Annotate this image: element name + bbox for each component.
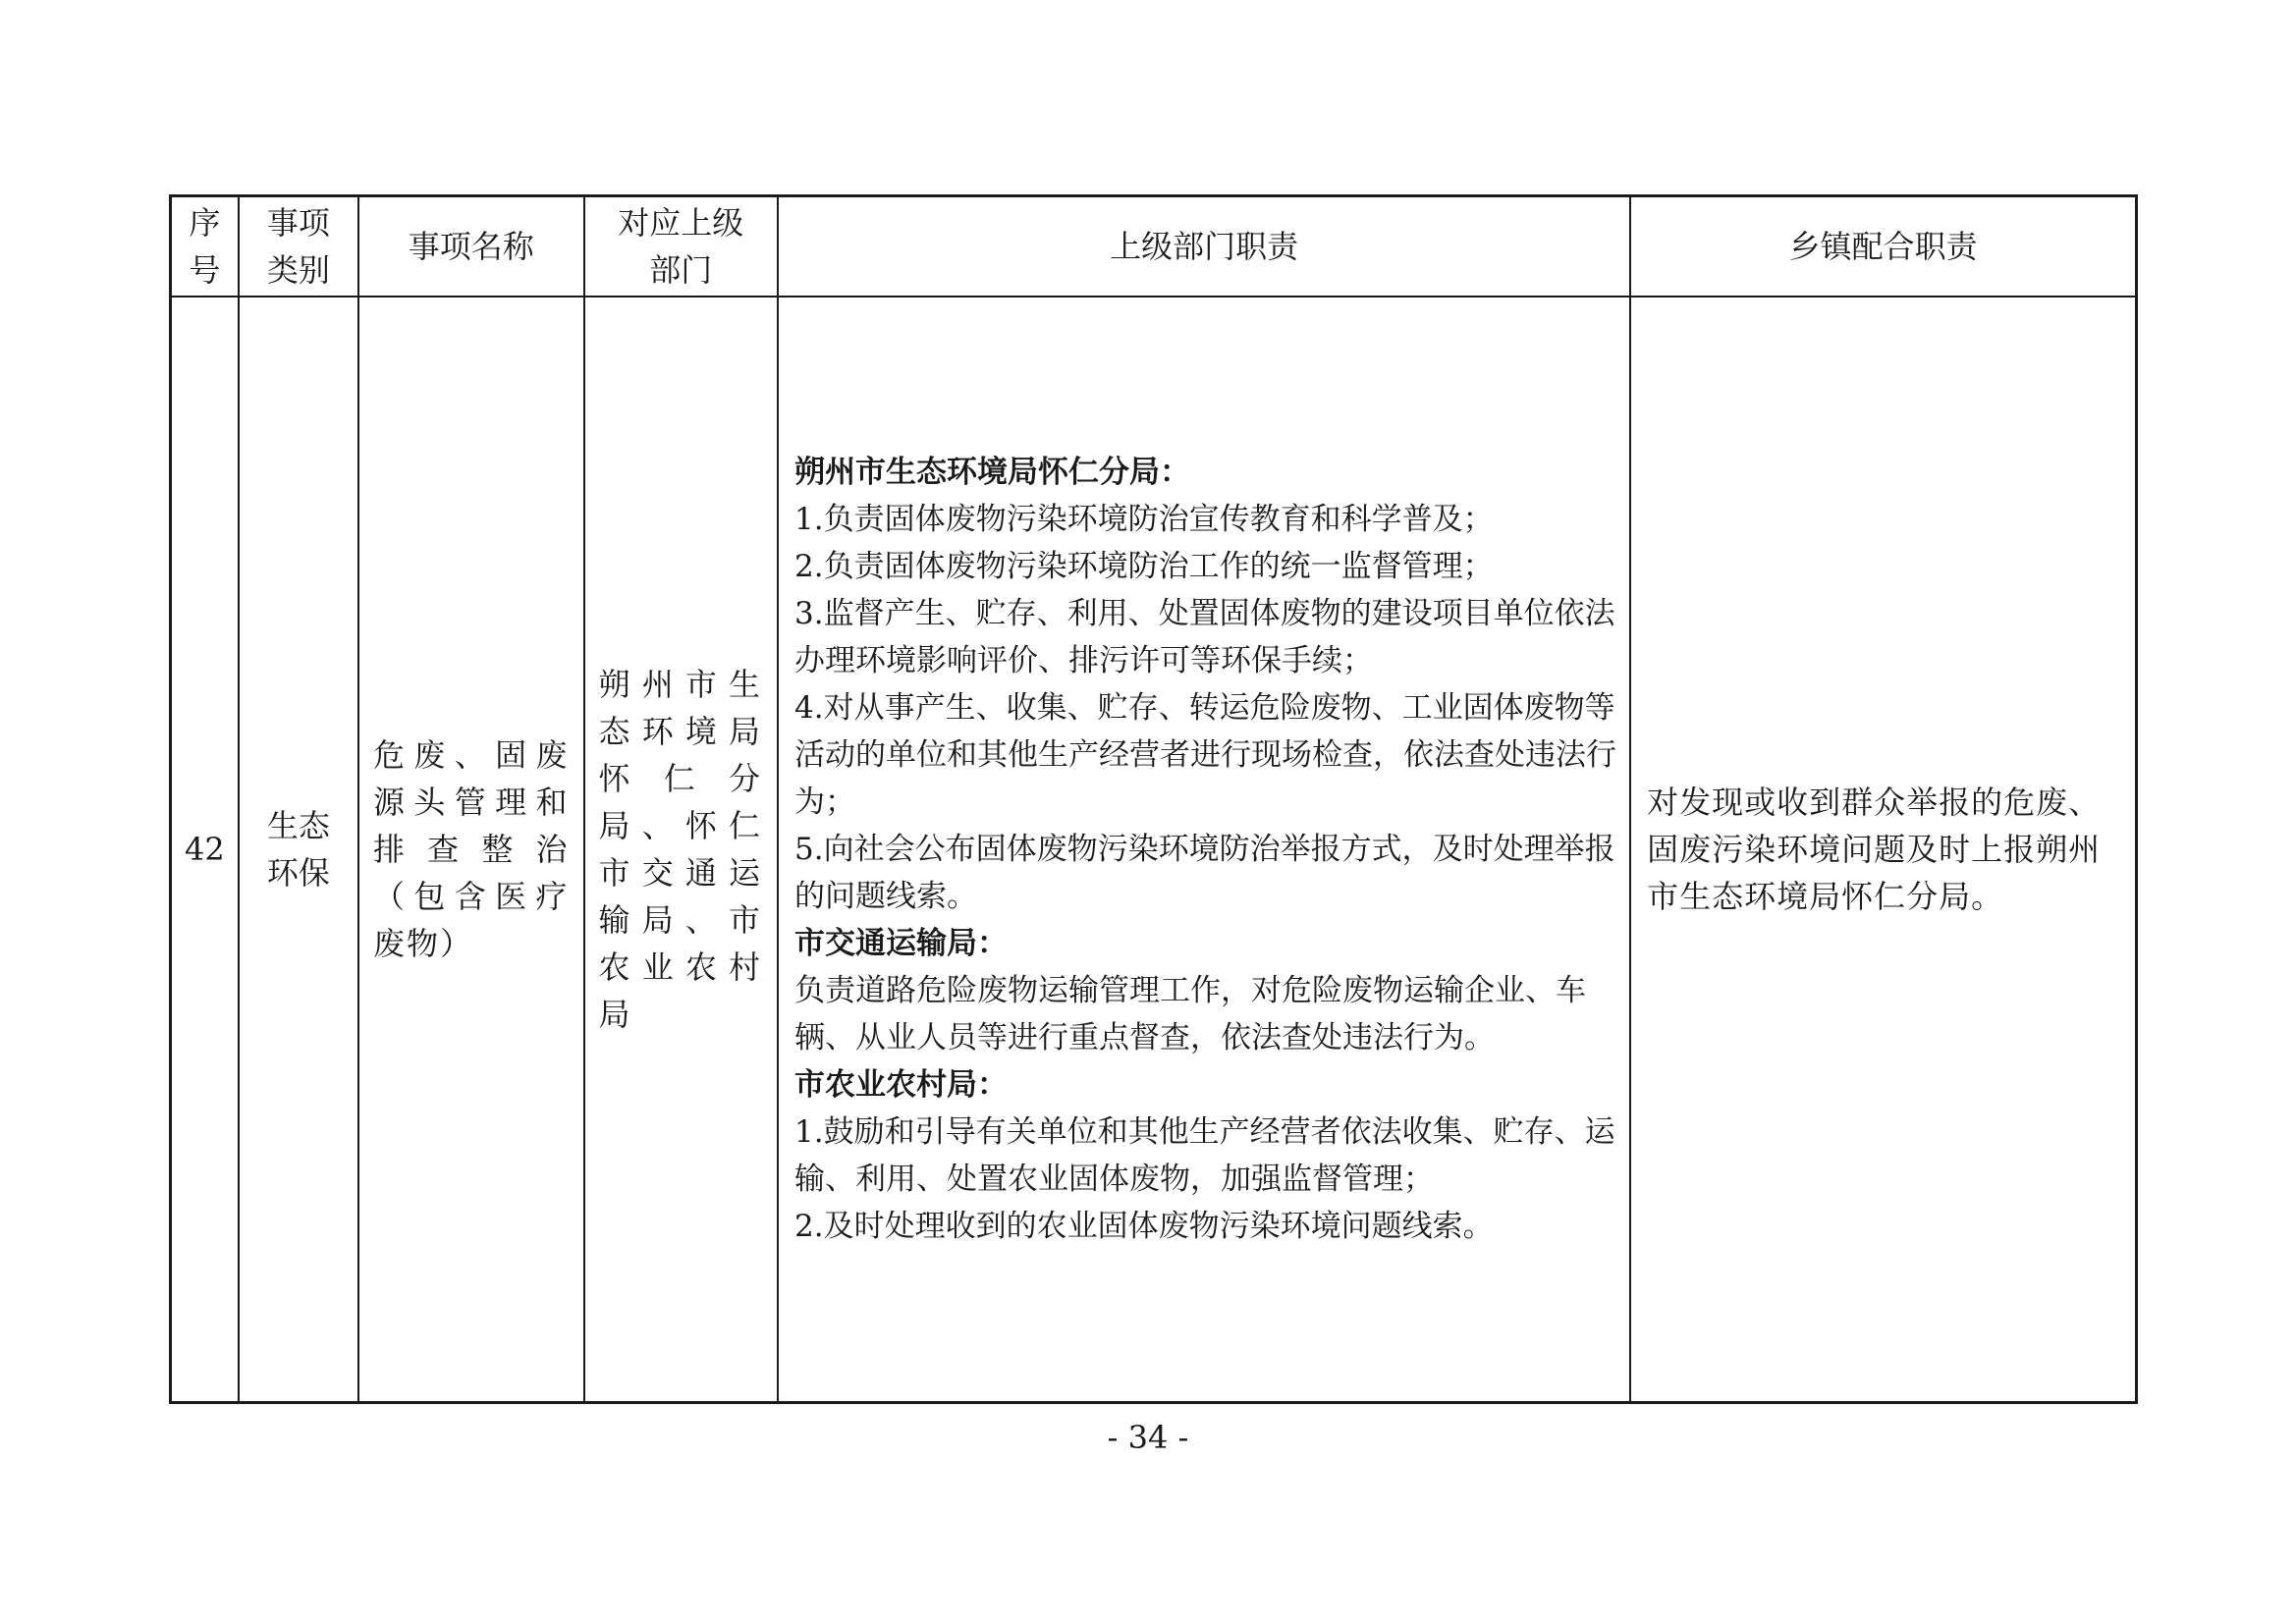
- duty-table: [169, 194, 2138, 1404]
- duty-item: 3.监督产生、贮存、利用、处置固体废物的建设项目单位依法办理环境影响评价、排污许可等环保手续；: [794, 595, 1615, 678]
- duty-item: 5.向社会公布固体废物污染环境防治举报方式，及时处理举报的问题线索。: [794, 831, 1615, 914]
- row-name-text: 危废、固废源头管理和排查整治（包含医疗废物）: [372, 735, 570, 962]
- duty-section-title: 市农业农村局：: [794, 1066, 1009, 1103]
- duty-item: 2.负责固体废物污染环境防治工作的统一监督管理；: [794, 548, 1494, 584]
- row-no: 42: [171, 297, 239, 1403]
- header-dept: 对应上级 部门: [584, 196, 778, 297]
- header-no: 序 号: [171, 196, 239, 297]
- row-dept-text: 朔州市生态环境局怀仁分局、怀仁市交通运输局、市农业农村局: [598, 665, 764, 1033]
- duty-item: 2.及时处理收到的农业固体废物污染环境问题线索。: [794, 1208, 1494, 1244]
- row-name: [358, 297, 584, 1403]
- header-duty: 上级部门职责: [778, 196, 1630, 297]
- row-dept: [584, 297, 778, 1403]
- duty-item: 1.鼓励和引导有关单位和其他生产经营者依法收集、贮存、运输、利用、处置农业固体废物，加强监督管理；: [794, 1113, 1615, 1197]
- header-town: 乡镇配合职责: [1630, 196, 2136, 297]
- row-duty: [778, 297, 1630, 1403]
- row-category: 生态 环保: [239, 297, 358, 1403]
- header-name: 事项名称: [358, 196, 584, 297]
- header-category: 事项 类别: [239, 196, 358, 297]
- duty-item: 4.对从事产生、收集、贮存、转运危险废物、工业固体废物等活动的单位和其他生产经营者进行现场检查，依法查处违法行为；: [794, 689, 1617, 820]
- duty-item: 1.负责固体废物污染环境防治宣传教育和科学普及；: [794, 501, 1494, 537]
- duty-item: 负责道路危险废物运输管理工作，对危险废物运输企业、车辆、从业人员等进行重点督查，依法查处违法行为。: [794, 972, 1587, 1055]
- row-town: 对发现或收到群众举报的危废、固废污染环境问题及时上报朔州市生态环境局怀仁分局。: [1630, 297, 2136, 1403]
- page-number: - 34 -: [1107, 1419, 1189, 1456]
- duty-section-title: 朔州市生态环境局怀仁分局：: [794, 454, 1191, 490]
- table-header-row: [171, 196, 2137, 297]
- duty-section-title: 市交通运输局：: [794, 925, 1009, 961]
- table-row: [171, 297, 2137, 1403]
